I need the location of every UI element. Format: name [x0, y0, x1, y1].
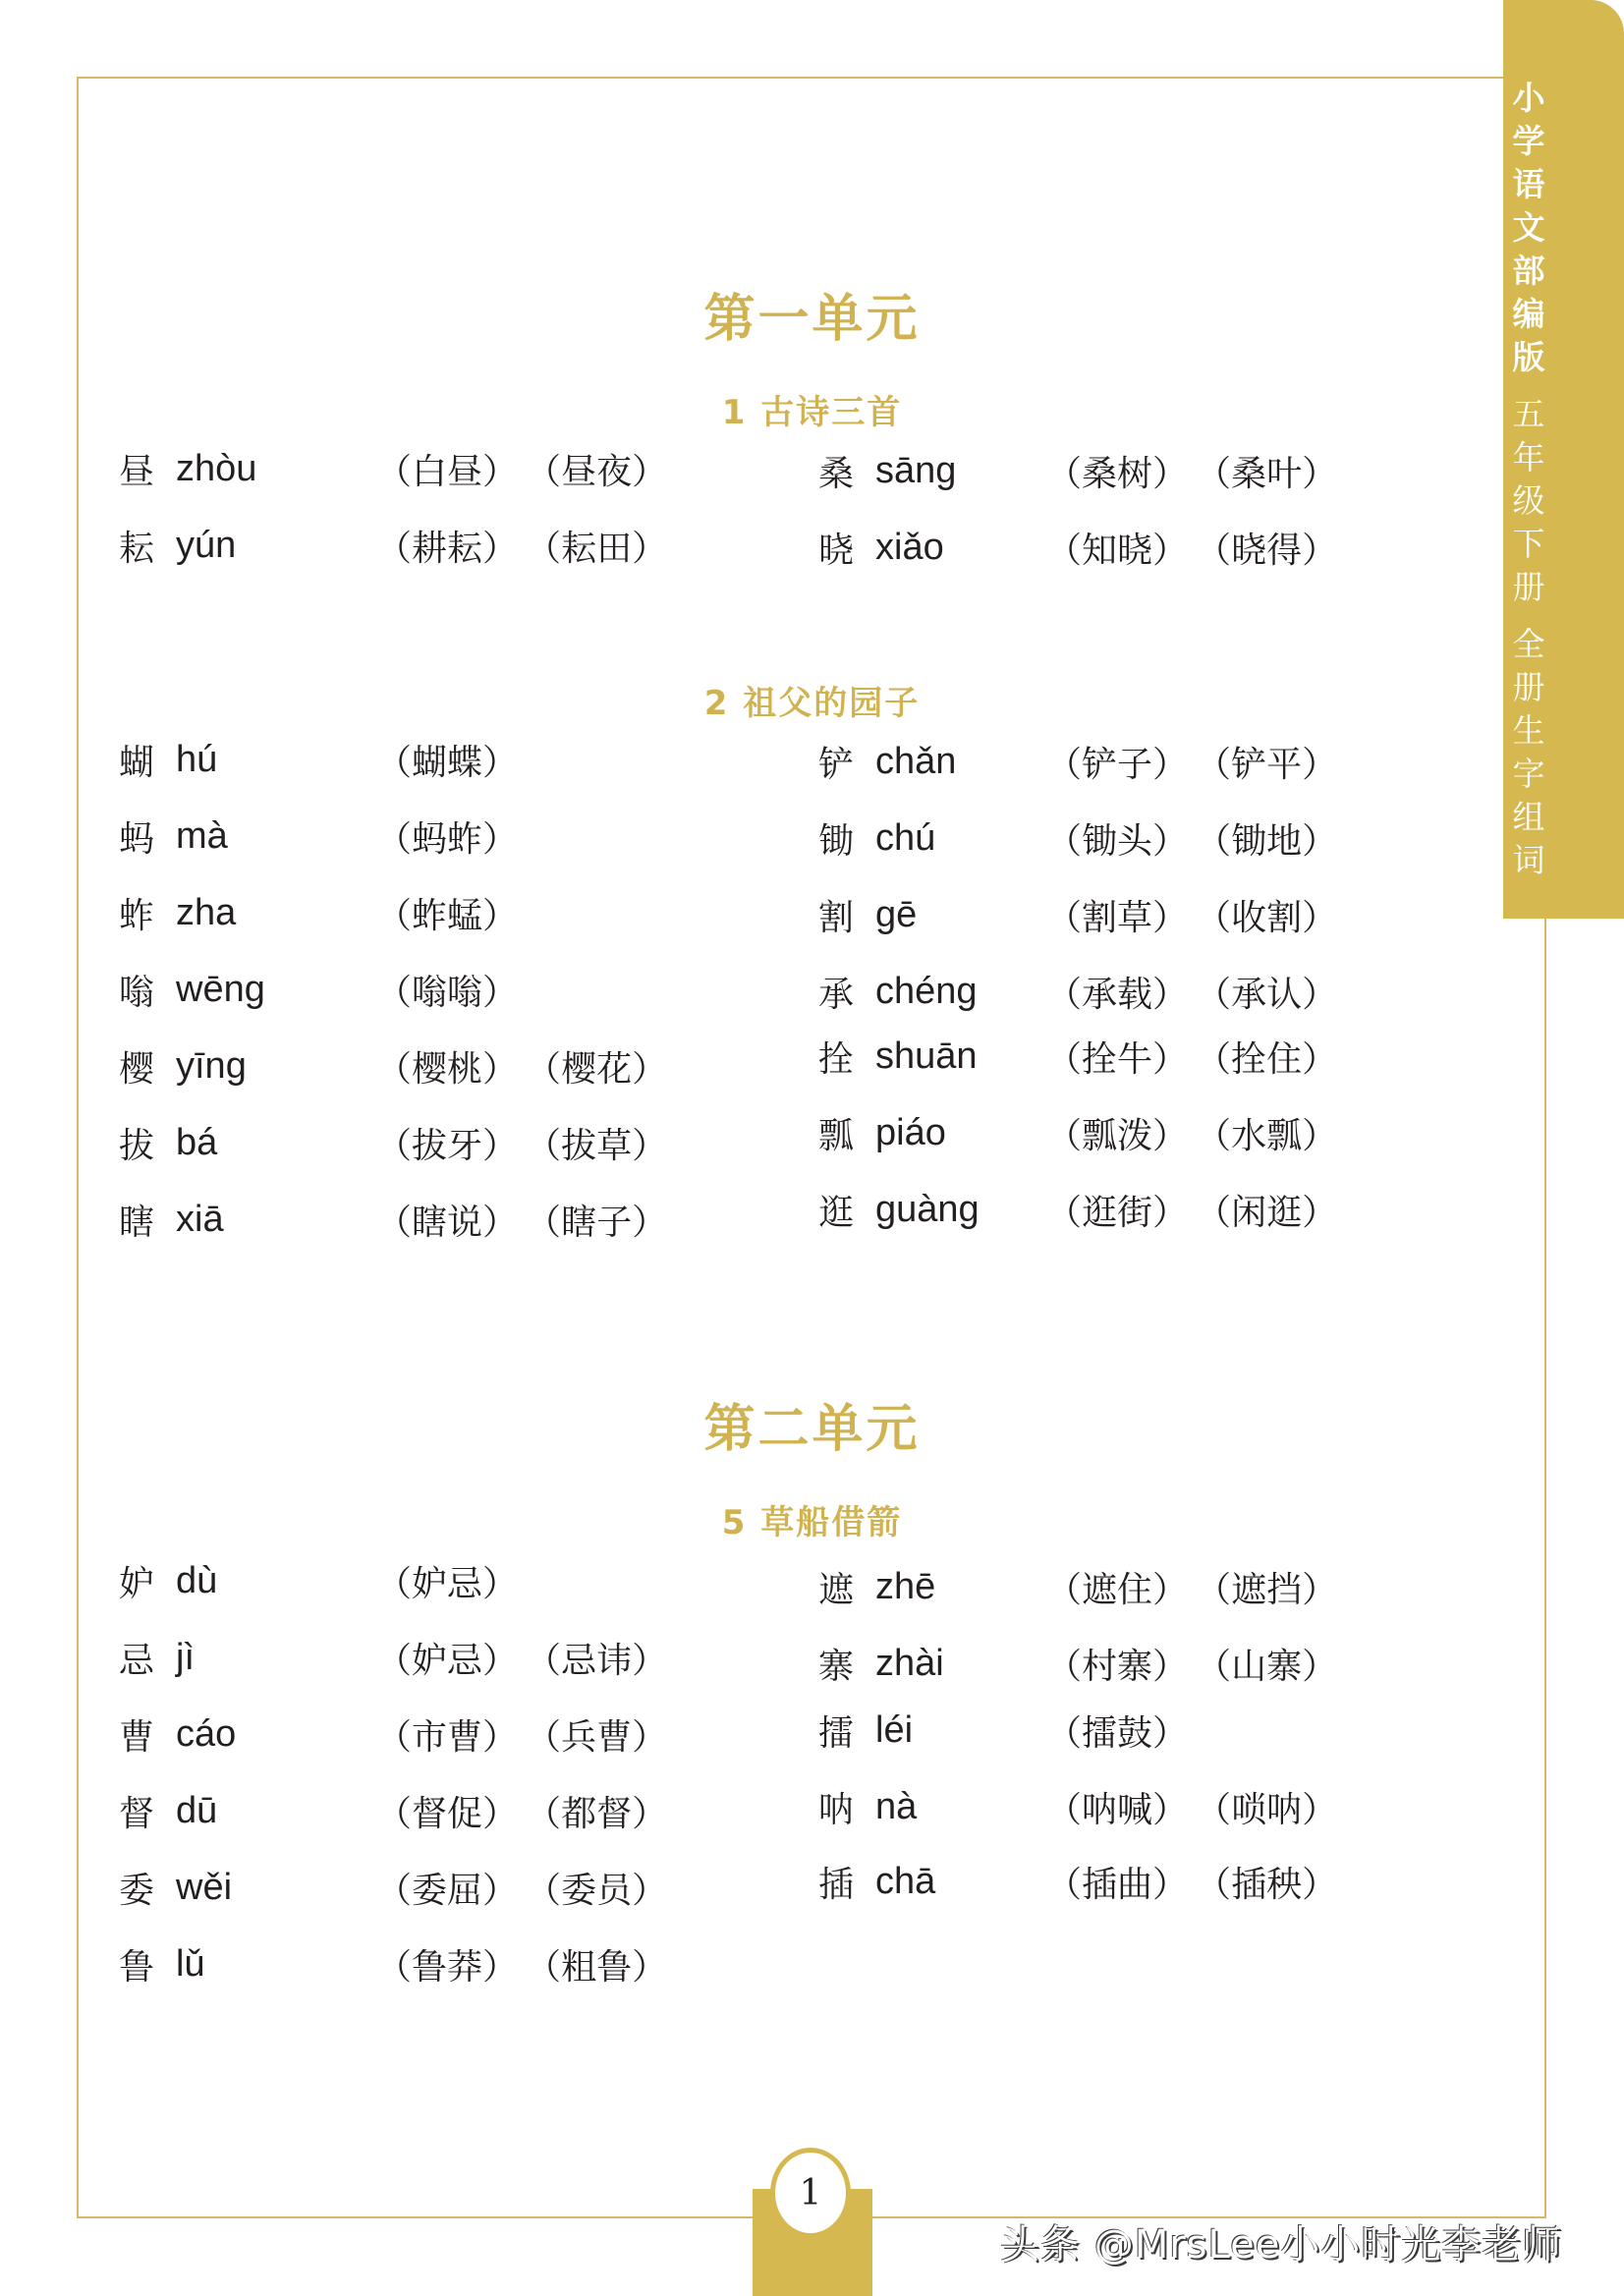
compound-word: （ 遮挡 ）	[1205, 1562, 1337, 1612]
character-row	[818, 1782, 1355, 1831]
pinyin: chǎn	[875, 740, 957, 782]
word-group	[386, 1195, 685, 1245]
hanzi: 铲	[818, 744, 855, 785]
hanzi: 督	[119, 1793, 155, 1834]
word-group	[1056, 446, 1355, 496]
pinyin: wēng	[176, 968, 265, 1010]
compound-word: （ 粗鲁 ）	[535, 1939, 667, 1989]
pinyin: chú	[875, 816, 936, 859]
compound-word: （ 桑树 ）	[1056, 446, 1188, 496]
side-tab-char: 年	[1512, 438, 1545, 476]
pinyin: jì	[176, 1636, 195, 1678]
side-tab-char: 文	[1512, 208, 1545, 247]
character-row	[818, 1562, 1355, 1611]
word-group	[1056, 1782, 1355, 1832]
pinyin: dù	[176, 1559, 218, 1601]
unit-title: 第一单元	[703, 290, 921, 349]
character-row	[119, 1556, 535, 1605]
character-row	[818, 1857, 1355, 1906]
compound-word: （ 收割 ）	[1205, 890, 1337, 940]
hanzi: 逛	[818, 1192, 855, 1233]
compound-word: （ 瞎说 ）	[386, 1195, 518, 1245]
watermark: 头条 @MrsLee小小时光李老师	[1000, 2222, 1563, 2268]
pinyin: nà	[875, 1785, 918, 1827]
hanzi: 擂	[818, 1712, 855, 1754]
pinyin: yīng	[176, 1044, 247, 1087]
compound-word: （ 拴住 ）	[1205, 1032, 1337, 1082]
compound-word: （ 耘田 ）	[535, 521, 667, 571]
compound-word: （ 妒忌 ）	[386, 1633, 518, 1683]
hanzi: 晓	[818, 530, 855, 571]
hanzi: 瓢	[818, 1115, 855, 1156]
pinyin: guàng	[875, 1188, 980, 1230]
compound-word: （ 插曲 ）	[1056, 1857, 1188, 1907]
compound-word: （ 逛街 ）	[1056, 1185, 1188, 1235]
compound-word: （ 昼夜 ）	[535, 444, 667, 494]
compound-word: （ 蚂蚱 ）	[386, 812, 518, 862]
pinyin: zhài	[875, 1642, 944, 1684]
compound-word: （ 督促 ）	[386, 1786, 518, 1836]
word-group	[1056, 813, 1355, 864]
character-row	[119, 444, 685, 493]
word-group	[1056, 1108, 1355, 1158]
side-tab-char: 组	[1512, 798, 1545, 836]
word-group	[1056, 1639, 1355, 1689]
side-tab-char: 级	[1512, 481, 1545, 520]
word-group	[1056, 737, 1355, 787]
compound-word: （ 水瓢 ）	[1205, 1108, 1337, 1158]
character-row	[818, 737, 1355, 786]
hanzi: 樱	[119, 1048, 155, 1090]
side-tab-char: 全	[1512, 625, 1545, 663]
compound-word: （ 村寨 ）	[1056, 1639, 1188, 1689]
pinyin: piáo	[875, 1111, 946, 1153]
page-number: 1	[770, 2148, 851, 2238]
word-group	[386, 444, 685, 494]
pinyin: zhē	[875, 1565, 936, 1607]
pinyin: chéng	[875, 970, 978, 1012]
side-tab-char: 小	[1512, 79, 1545, 117]
character-row	[119, 888, 535, 937]
word-group	[386, 1118, 685, 1168]
side-tab-char: 词	[1512, 841, 1545, 879]
side-tab-char: 学	[1512, 122, 1545, 160]
compound-word: （ 妒忌 ）	[386, 1556, 518, 1606]
compound-word: （ 忌讳 ）	[535, 1633, 667, 1683]
compound-word: （ 都督 ）	[535, 1786, 667, 1836]
compound-word: （ 市曹 ）	[386, 1709, 518, 1760]
hanzi: 插	[818, 1864, 855, 1905]
compound-word: （ 樱花 ）	[535, 1041, 667, 1092]
compound-word: （ 拔草 ）	[535, 1118, 667, 1168]
character-row	[818, 1706, 1205, 1755]
word-group	[386, 812, 535, 862]
pinyin: dū	[176, 1789, 218, 1831]
compound-word: （ 蝴蝶 ）	[386, 735, 518, 785]
pinyin: xiǎo	[875, 526, 944, 568]
word-group	[386, 1633, 685, 1683]
lesson-title: 2 祖父的园子	[703, 684, 921, 723]
character-row	[119, 1118, 685, 1167]
word-group	[1056, 523, 1355, 573]
character-row	[119, 1786, 685, 1835]
hanzi: 拔	[119, 1125, 155, 1166]
side-tab-char: 册	[1512, 568, 1545, 606]
hanzi: 桑	[818, 453, 855, 494]
hanzi: 割	[818, 897, 855, 938]
pinyin: shuān	[875, 1035, 978, 1077]
compound-word: （ 瞎子 ）	[535, 1195, 667, 1245]
compound-word: （ 承载 ）	[1056, 967, 1188, 1017]
hanzi: 呐	[818, 1789, 855, 1830]
compound-word: （ 割草 ）	[1056, 890, 1188, 940]
side-tab-char: 部	[1512, 252, 1545, 290]
hanzi: 蚱	[119, 895, 155, 936]
character-row	[818, 813, 1355, 863]
pinyin: lǔ	[176, 1942, 205, 1985]
word-group	[386, 1786, 685, 1836]
character-row	[818, 523, 1355, 572]
lesson-title: 1 古诗三首	[721, 393, 903, 432]
side-tab-char: 生	[1512, 711, 1545, 750]
word-group	[386, 1939, 685, 1989]
compound-word: （ 拴牛 ）	[1056, 1032, 1188, 1082]
character-row	[119, 1195, 685, 1244]
character-row	[119, 965, 535, 1014]
compound-word: （ 鲁莽 ）	[386, 1939, 518, 1989]
compound-word: （ 樱桃 ）	[386, 1041, 518, 1092]
word-group	[1056, 1185, 1355, 1235]
compound-word: （ 蚱蜢 ）	[386, 888, 518, 938]
hanzi: 妒	[119, 1563, 155, 1604]
pinyin: hú	[176, 738, 218, 780]
character-row	[119, 1041, 685, 1091]
compound-word: （ 承认 ）	[1205, 967, 1337, 1017]
word-group	[1056, 1032, 1355, 1082]
hanzi: 遮	[818, 1569, 855, 1610]
character-row	[119, 1863, 685, 1912]
hanzi: 曹	[119, 1716, 155, 1758]
lesson-title: 5 草船借箭	[721, 1503, 903, 1542]
compound-word: （ 嗡嗡 ）	[386, 965, 518, 1015]
side-subtitle	[1513, 623, 1545, 882]
compound-word: （ 锄地 ）	[1205, 813, 1337, 864]
compound-word: （ 锄头 ）	[1056, 813, 1188, 864]
pinyin: zha	[176, 891, 237, 933]
character-row	[818, 1108, 1355, 1157]
compound-word: （ 瓢泼 ）	[1056, 1108, 1188, 1158]
compound-word: （ 铲平 ）	[1205, 737, 1337, 787]
compound-word: （ 闲逛 ）	[1205, 1185, 1337, 1235]
compound-word: （ 白昼 ）	[386, 444, 518, 494]
pinyin: bá	[176, 1121, 218, 1163]
hanzi: 嗡	[119, 972, 155, 1013]
hanzi: 寨	[818, 1646, 855, 1687]
compound-word: （ 桑叶 ）	[1205, 446, 1337, 496]
compound-word: （ 唢呐 ）	[1205, 1782, 1337, 1832]
character-row	[119, 812, 535, 861]
word-group	[1056, 967, 1355, 1017]
compound-word: （ 晓得 ）	[1205, 523, 1337, 573]
pinyin: léi	[875, 1708, 914, 1751]
unit-title: 第二单元	[703, 1400, 921, 1459]
hanzi: 拴	[818, 1038, 855, 1080]
character-row	[818, 967, 1355, 1016]
word-group	[386, 1556, 535, 1606]
pinyin: mà	[176, 814, 228, 857]
hanzi: 承	[818, 974, 855, 1015]
compound-word: （ 委员 ）	[535, 1863, 667, 1913]
character-row	[119, 1633, 685, 1682]
word-group	[386, 1863, 685, 1913]
compound-word: （ 兵曹 ）	[535, 1709, 667, 1760]
hanzi: 瞎	[119, 1202, 155, 1243]
hanzi: 鲁	[119, 1946, 155, 1988]
side-tab-char: 字	[1512, 755, 1545, 793]
character-row	[818, 446, 1355, 495]
character-row	[119, 1939, 685, 1988]
hanzi: 耘	[119, 528, 155, 569]
side-tab-char: 五	[1512, 395, 1545, 433]
character-row	[119, 1709, 685, 1759]
character-row	[119, 735, 535, 784]
word-group	[1056, 890, 1355, 940]
compound-word: （ 耕耘 ）	[386, 521, 518, 571]
hanzi: 锄	[818, 820, 855, 862]
side-tab-char: 下	[1512, 525, 1545, 563]
compound-word: （ 知晓 ）	[1056, 523, 1188, 573]
word-group	[386, 735, 535, 785]
side-tab-char: 语	[1512, 165, 1545, 203]
word-group	[1056, 1706, 1205, 1756]
hanzi: 蚂	[119, 818, 155, 860]
word-group	[1056, 1857, 1355, 1907]
word-group	[386, 888, 535, 938]
pinyin: cáo	[176, 1712, 237, 1755]
side-tab-char: 册	[1512, 668, 1545, 706]
pinyin: xiā	[176, 1198, 224, 1240]
hanzi: 昼	[119, 451, 155, 492]
word-group	[386, 1041, 685, 1092]
hanzi: 蝴	[119, 742, 155, 783]
side-tab-char: 版	[1512, 338, 1545, 376]
compound-word: （ 呐喊 ）	[1056, 1782, 1188, 1832]
side-tab-char: 编	[1512, 295, 1545, 333]
word-group	[1056, 1562, 1355, 1612]
hanzi: 委	[119, 1870, 155, 1911]
character-row	[818, 1639, 1355, 1688]
compound-word: （ 拔牙 ）	[386, 1118, 518, 1168]
character-row	[818, 890, 1355, 939]
pinyin: gē	[875, 893, 918, 935]
word-group	[386, 965, 535, 1015]
side-tab-text	[1511, 77, 1546, 882]
pinyin: wěi	[176, 1866, 233, 1908]
pinyin: yún	[176, 524, 237, 566]
compound-word: （ 插秧 ）	[1205, 1857, 1337, 1907]
character-row	[818, 1032, 1355, 1081]
word-group	[386, 1709, 685, 1760]
hanzi: 忌	[119, 1640, 155, 1681]
compound-word: （ 擂鼓 ）	[1056, 1706, 1188, 1756]
character-row	[818, 1185, 1355, 1234]
word-group	[386, 521, 685, 571]
pinyin: chā	[875, 1860, 936, 1902]
pinyin: sāng	[875, 449, 957, 491]
character-row	[119, 521, 685, 570]
compound-word: （ 遮住 ）	[1056, 1562, 1188, 1612]
pinyin: zhòu	[176, 447, 257, 489]
compound-word: （ 铲子 ）	[1056, 737, 1188, 787]
compound-word: （ 委屈 ）	[386, 1863, 518, 1913]
compound-word: （ 山寨 ）	[1205, 1639, 1337, 1689]
